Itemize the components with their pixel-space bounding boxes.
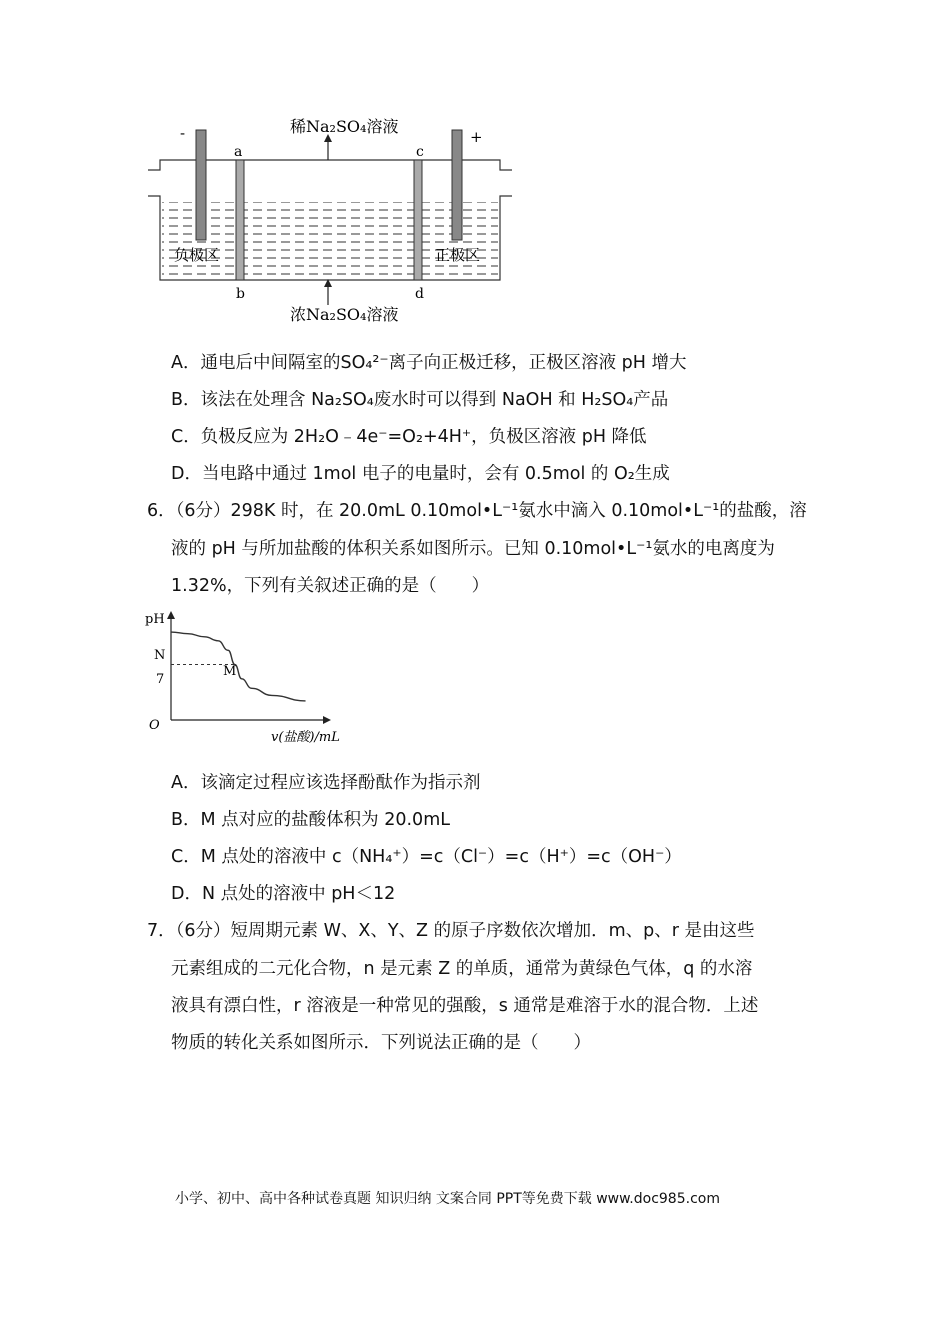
q7-stem-line2: 元素组成的二元化合物，n 是元素 Z 的单质，通常为黄绿色气体，q 的水溶 [171,959,753,979]
q6-option-a[interactable]: A．该滴定过程应该选择酚酞作为指示剂 [171,773,481,793]
membrane-cd [414,160,422,280]
label-d: d [415,286,424,302]
minus-sign: - [180,124,186,142]
negative-electrode [196,130,206,240]
titration-curve [171,632,306,701]
y-axis-arrow [167,611,175,619]
top-label: 稀Na₂SO₄溶液 [290,117,399,136]
point-label-m: M [223,664,237,679]
q6-stem-line3: 1.32%，下列有关叙述正确的是（ ） [171,576,490,596]
y-axis-label: pH [145,612,165,627]
positive-electrode [452,130,462,240]
x-axis-arrow [323,716,331,724]
q6-option-b[interactable]: B．M 点对应的盐酸体积为 20.0mL [171,810,450,830]
x-axis-label: v(盐酸)/mL [271,730,340,745]
tick-label-7: 7 [156,672,165,687]
label-c: c [416,144,424,160]
q5-option-d[interactable]: D．当电路中通过 1mol 电子的电量时，会有 0.5mol 的 O₂生成 [171,464,670,484]
q6-option-c[interactable]: C．M 点处的溶液中 c（NH₄⁺）=c（Cl⁻）=c（H⁺）=c（OH⁻） [171,847,682,867]
page-footer: 小学、初中、高中各种试卷真题 知识归纳 文案合同 PPT等免费下载 www.doc985.com [175,1191,720,1207]
solution-fill [162,202,498,280]
q5-option-c[interactable]: C．负极反应为 2H₂O﹣4e⁻=O₂+4H⁺，负极区溶液 pH 降低 [171,427,647,447]
plus-sign: + [470,128,483,146]
q6-stem-line1: 6．（6分）298K 时，在 20.0mL 0.10mol•L⁻¹氨水中滴入 0.10mol•L⁻¹的盐酸，溶 [147,501,807,521]
q5-option-b[interactable]: B．该法在处理含 Na₂SO₄废水时可以得到 NaOH 和 H₂SO₄产品 [171,390,669,410]
electrolysis-diagram [140,110,520,330]
q5-option-a[interactable]: A．通电后中间隔室的SO₄²⁻离子向正极迁移，正极区溶液 pH 增大 [171,353,687,373]
origin-label: O [149,718,160,733]
tick-label-n: N [154,648,166,663]
titration-chart [143,607,348,747]
label-a: a [234,144,243,160]
bottom-label: 浓Na₂SO₄溶液 [290,305,399,324]
q7-stem-line3: 液具有漂白性，r 溶液是一种常见的强酸，s 通常是难溶于水的混合物．上述 [171,996,759,1016]
label-b: b [236,286,245,302]
q7-stem-line4: 物质的转化关系如图所示．下列说法正确的是（ ） [171,1033,591,1053]
negative-region-label: 负极区 [174,246,220,264]
positive-region-label: 正极区 [435,246,481,264]
q6-option-d[interactable]: D．N 点处的溶液中 pH＜12 [171,884,396,904]
q6-stem-line2: 液的 pH 与所加盐酸的体积关系如图所示。已知 0.10mol•L⁻¹氨水的电离度为 [171,539,775,559]
q7-stem-line1: 7．（6分）短周期元素 W、X、Y、Z 的原子序数依次增加．m、p、r 是由这些 [147,921,755,941]
membrane-ab [236,160,244,280]
